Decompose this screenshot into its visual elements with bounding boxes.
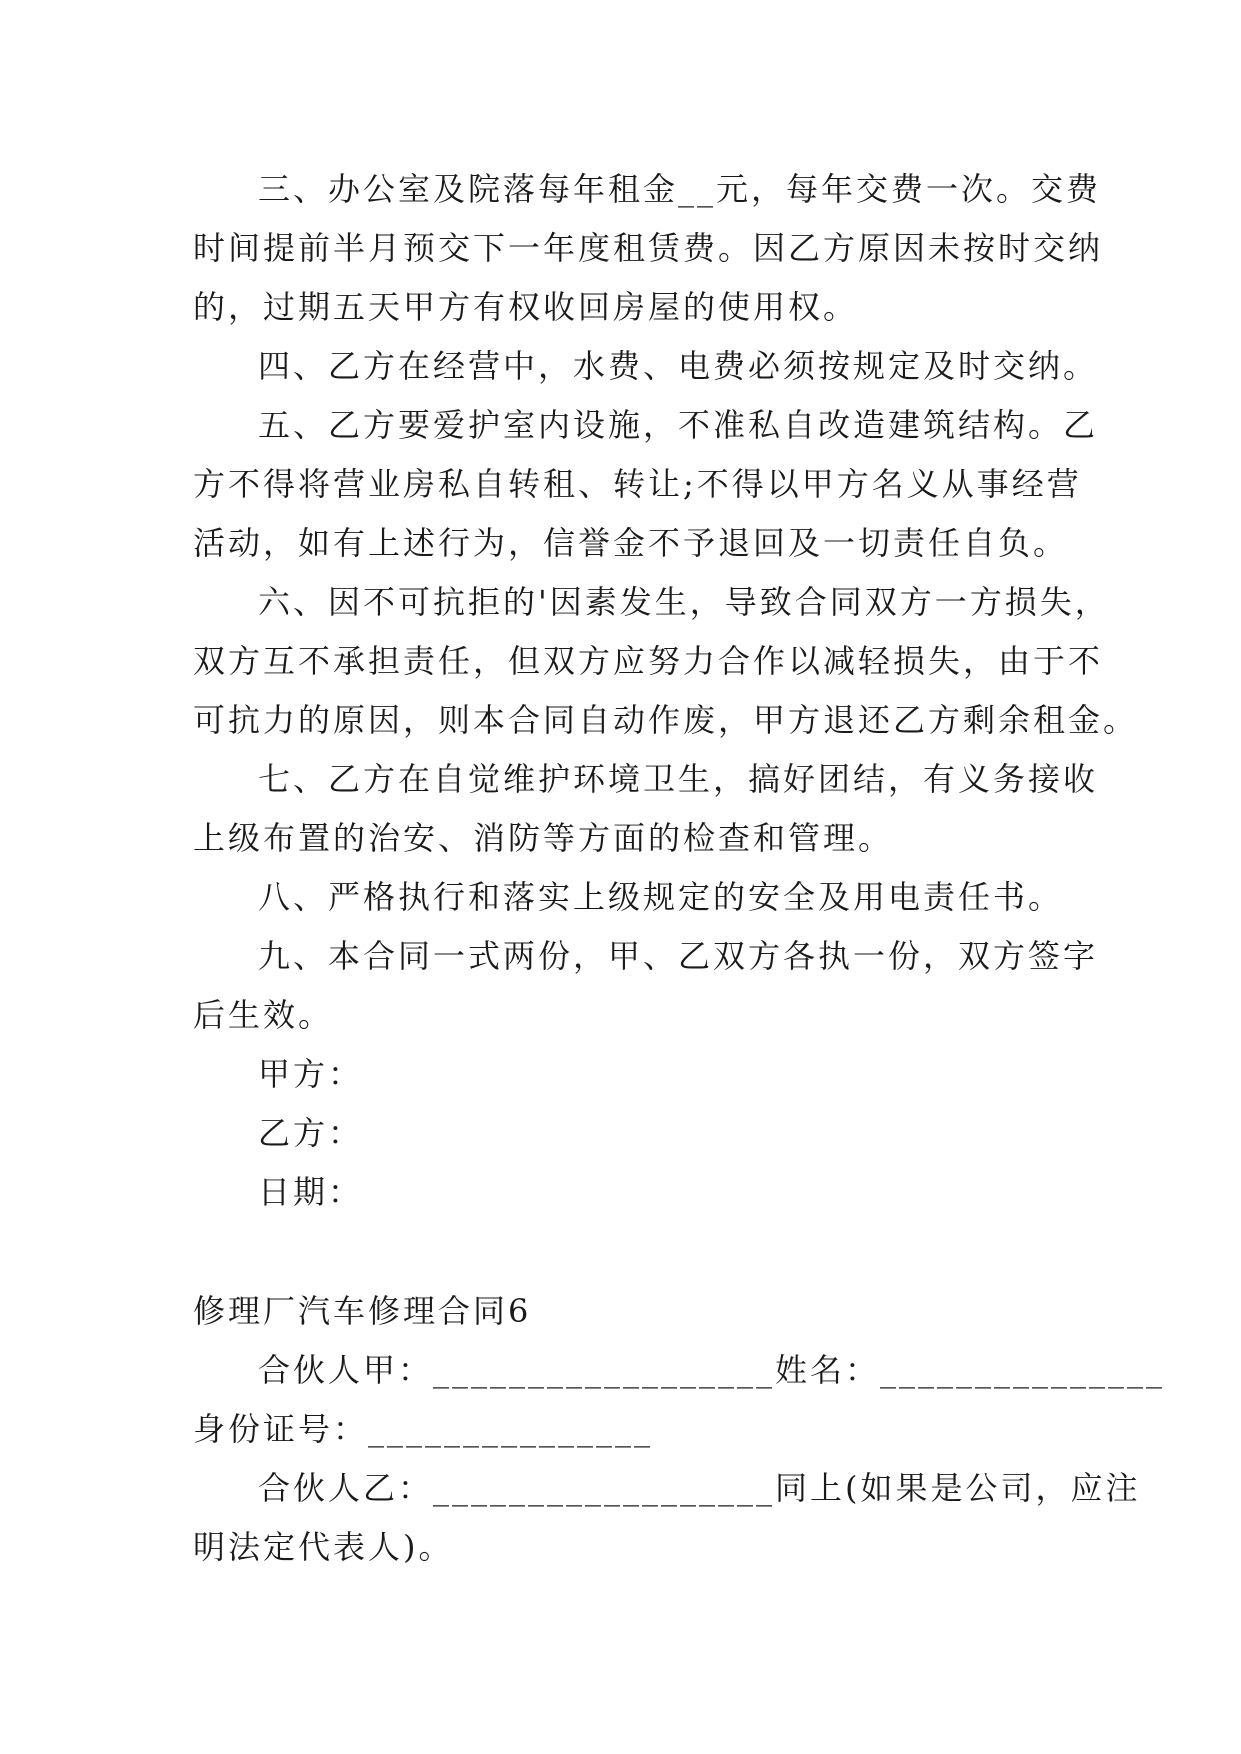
signature-party-b: 乙方： — [258, 1114, 364, 1152]
section-title: 修理厂汽车修理合同6 — [193, 1292, 532, 1330]
paragraph-3-line-3: 的，过期五天甲方有权收回房屋的使用权。 — [193, 288, 859, 326]
paragraph-5-line-3: 活动，如有上述行为，信誉金不予退回及一切责任自负。 — [193, 524, 1069, 562]
partner-a-line: 合伙人甲：__________________姓名：_______________ — [258, 1351, 1166, 1389]
paragraph-6-line-1: 六、因不可抗拒的'因素发生，导致合同双方一方损失， — [258, 583, 1110, 621]
signature-party-a: 甲方： — [258, 1055, 364, 1093]
paragraph-9-line-1: 九、本合同一式两份，甲、乙双方各执一份，双方签字 — [258, 937, 1099, 975]
id-number-line: 身份证号：_______________ — [193, 1410, 654, 1448]
paragraph-6-line-2: 双方互不承担责任，但双方应努力合作以减轻损失，由于不 — [193, 642, 1104, 680]
paragraph-6-line-3: 可抗力的原因，则本合同自动作废，甲方退还乙方剩余租金。 — [193, 701, 1139, 739]
paragraph-7-line-1: 七、乙方在自觉维护环境卫生，搞好团结，有义务接收 — [258, 760, 1099, 798]
paragraph-3-line-2: 时间提前半月预交下一年度租赁费。因乙方原因未按时交纳 — [193, 229, 1104, 267]
paragraph-9-line-2: 后生效。 — [193, 996, 334, 1034]
paragraph-7-line-2: 上级布置的治安、消防等方面的检查和管理。 — [193, 819, 894, 857]
partner-b-line-1: 合伙人乙：__________________同上(如果是公司，应注 — [258, 1469, 1141, 1507]
paragraph-5-line-2: 方不得将营业房私自转租、转让;不得以甲方名义从事经营 — [193, 465, 1082, 503]
paragraph-4: 四、乙方在经营中，水费、电费必须按规定及时交纳。 — [258, 347, 1099, 385]
signature-date: 日期： — [258, 1173, 364, 1211]
paragraph-3-line-1: 三、办公室及院落每年租金__元，每年交费一次。交费 — [258, 170, 1102, 208]
paragraph-8: 八、严格执行和落实上级规定的安全及用电责任书。 — [258, 878, 1064, 916]
partner-b-line-2: 明法定代表人)。 — [193, 1528, 454, 1566]
paragraph-5-line-1: 五、乙方要爱护室内设施，不准私自改造建筑结构。乙 — [258, 406, 1099, 444]
